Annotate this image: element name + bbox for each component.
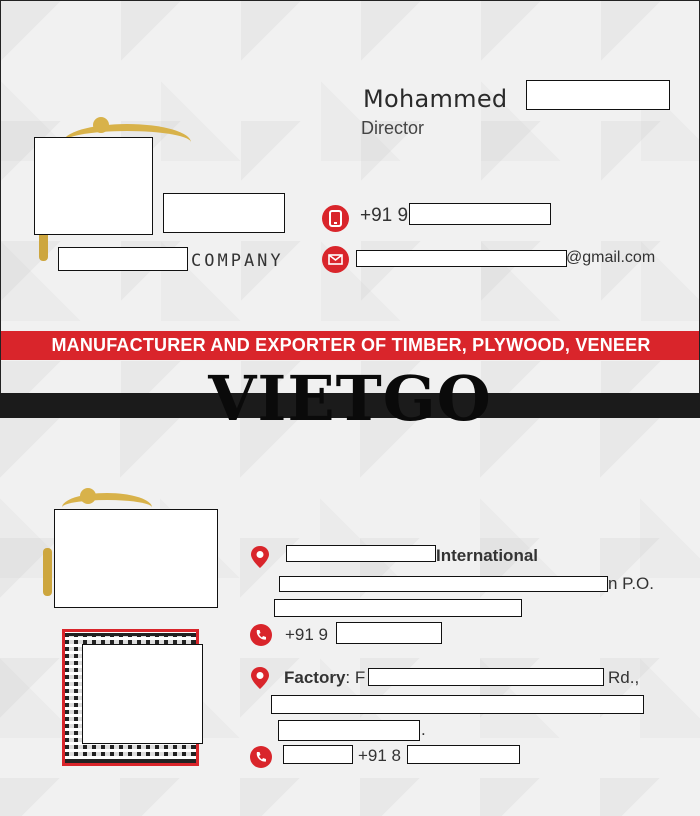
phone-icon [250,624,272,646]
redacted-email [356,250,567,267]
redacted-factory-phone-label [283,745,353,764]
email-icon [322,246,349,273]
redacted-office-address-1 [279,576,608,592]
factory-label: Factory [284,668,346,687]
redacted-phone [409,203,551,225]
phone-icon [250,746,272,768]
watermark: VIETGO [208,362,492,435]
email-domain: @gmail.com [566,249,656,266]
location-pin-icon [249,667,271,689]
person-title: Director [361,118,425,138]
redacted-qr-center [82,644,203,744]
redacted-factory-address-3 [278,720,420,741]
office-address-suffix: n P.O. [608,574,654,593]
office-phone: +91 9 [285,625,329,644]
factory-line [284,668,365,688]
factory-address-suffix: Rd., [608,668,640,687]
redacted-office-address-2 [274,599,522,617]
phone-number: +91 9 [360,205,409,226]
redacted-factory-address-1 [368,668,604,686]
company-word: COMPANY [191,251,284,271]
business-card-front [0,0,700,393]
phone-icon [322,205,349,232]
factory-phone: +91 8 [358,746,402,765]
tagline-ribbon: MANUFACTURER AND EXPORTER OF TIMBER, PLYWOOD, VENEER [1,331,700,360]
logo-dot [93,117,109,133]
redacted-logo-block [54,509,218,608]
factory-colon: : [345,668,351,687]
office-company-suffix: International [436,546,539,565]
redacted-logo-block [34,137,153,235]
redacted-company-name [163,193,285,233]
redacted-surname [526,80,670,110]
factory-address-prefix: F [354,668,366,687]
factory-line-end: . [421,720,426,739]
location-pin-icon [249,546,271,568]
redacted-office-company [286,545,436,562]
redacted-office-phone [336,622,442,644]
redacted-company-prefix [58,247,188,271]
person-name: Mohammed [363,85,508,113]
redacted-factory-phone [407,745,520,764]
logo-dot [80,488,96,504]
logo-stem [43,548,52,596]
redacted-factory-address-2 [271,695,644,714]
